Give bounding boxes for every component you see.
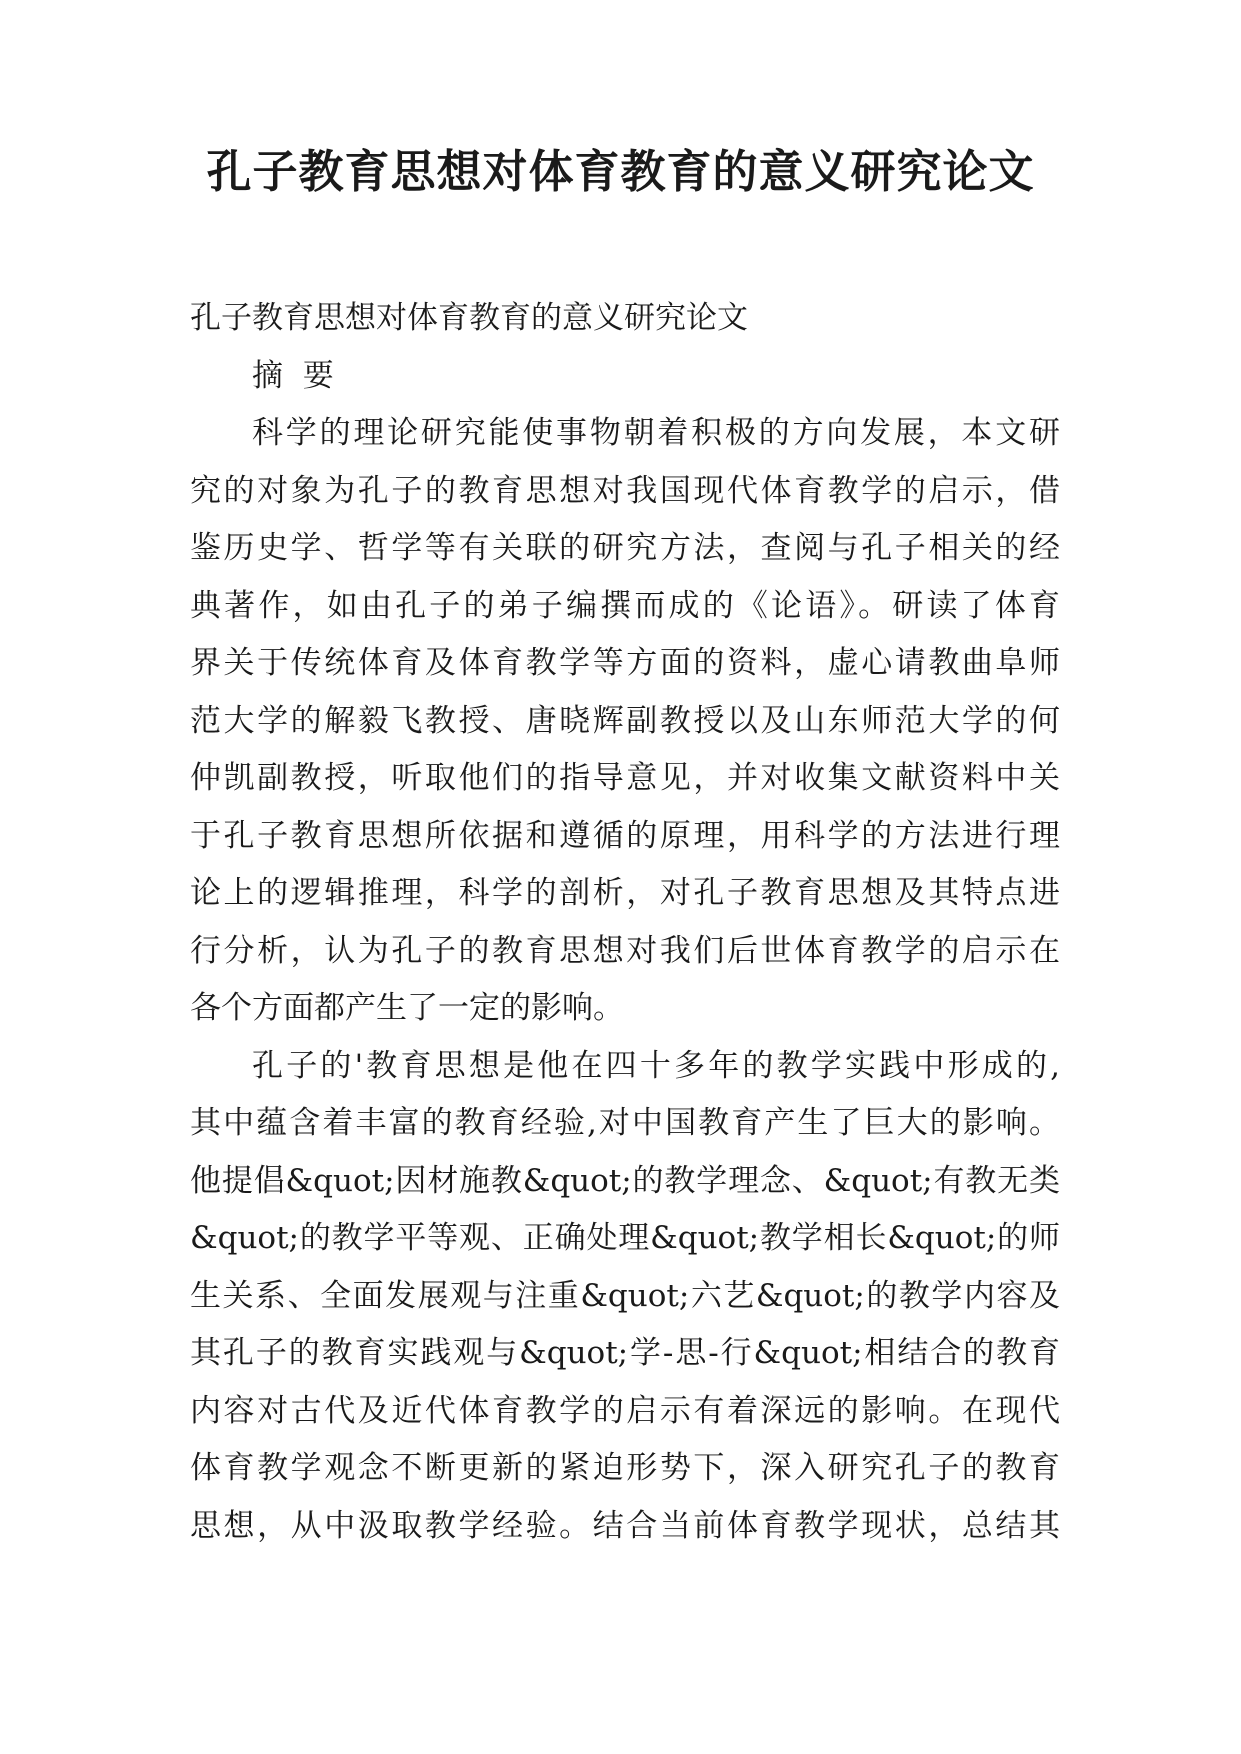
document-body: [190, 290, 1060, 1555]
paragraph-line: 其孔子的教育实践观与&quot;学-思-行&quot;相结合的教育: [190, 1335, 1060, 1371]
paragraph-line: 于孔子教育思想所依据和遵循的原理，用科学的方法进行理: [190, 817, 1060, 854]
paragraph-line: 孔子的'教育思想是他在四十多年的教学实践中形成的,: [252, 1047, 1060, 1084]
paragraph-line: 鉴历史学、哲学等有关联的研究方法，查阅与孔子相关的经: [190, 530, 1060, 566]
paragraph-line: 行分析，认为孔子的教育思想对我们后世体育教学的启示在: [190, 932, 1060, 969]
paragraph-line: 他提倡&quot;因材施教&quot;的教学理念、&quot;有教无类: [190, 1162, 1060, 1199]
paragraph-line: &quot;的教学平等观、正确处理&quot;教学相长&quot;的师: [190, 1220, 1060, 1256]
paragraph-line: 各个方面都产生了一定的影响。: [190, 990, 624, 1026]
abstract-paragraph: [190, 405, 1060, 1038]
paragraph-line: 思想，从中汲取教学经验。结合当前体育教学现状，总结其: [190, 1507, 1060, 1544]
paragraph-line: 界关于传统体育及体育教学等方面的资料，虚心请教曲阜师: [190, 645, 1060, 681]
paragraph-line: 生关系、全面发展观与注重&quot;六艺&quot;的教学内容及: [190, 1277, 1060, 1314]
document-subtitle: 孔子教育思想对体育教育的意义研究论文: [190, 300, 748, 336]
abstract-heading: 摘 要: [252, 357, 334, 394]
page-title: 孔子教育思想对体育教育的意义研究论文: [206, 145, 1035, 198]
paragraph-line: 体育教学观念不断更新的紧迫形势下，深入研究孔子的教育: [190, 1450, 1060, 1486]
paragraph-line: 其中蕴含着丰富的教育经验,对中国教育产生了巨大的影响。: [190, 1105, 1060, 1141]
body-paragraph: [190, 1038, 1060, 1556]
paragraph-line: 范大学的解毅飞教授、唐晓辉副教授以及山东师范大学的何: [190, 702, 1060, 739]
paragraph-line: 究的对象为孔子的教育思想对我国现代体育教学的启示，借: [190, 472, 1060, 509]
paragraph-line: 内容对古代及近代体育教学的启示有着深远的影响。在现代: [190, 1392, 1060, 1429]
paragraph-line: 仲凯副教授，听取他们的指导意见，并对收集文献资料中关: [190, 760, 1060, 796]
paragraph-line: 典著作，如由孔子的弟子编撰而成的《论语》。研读了体育: [190, 587, 1060, 624]
paragraph-line: 论上的逻辑推理，科学的剖析，对孔子教育思想及其特点进: [190, 875, 1060, 911]
paragraph-line: 科学的理论研究能使事物朝着积极的方向发展，本文研: [252, 415, 1060, 451]
